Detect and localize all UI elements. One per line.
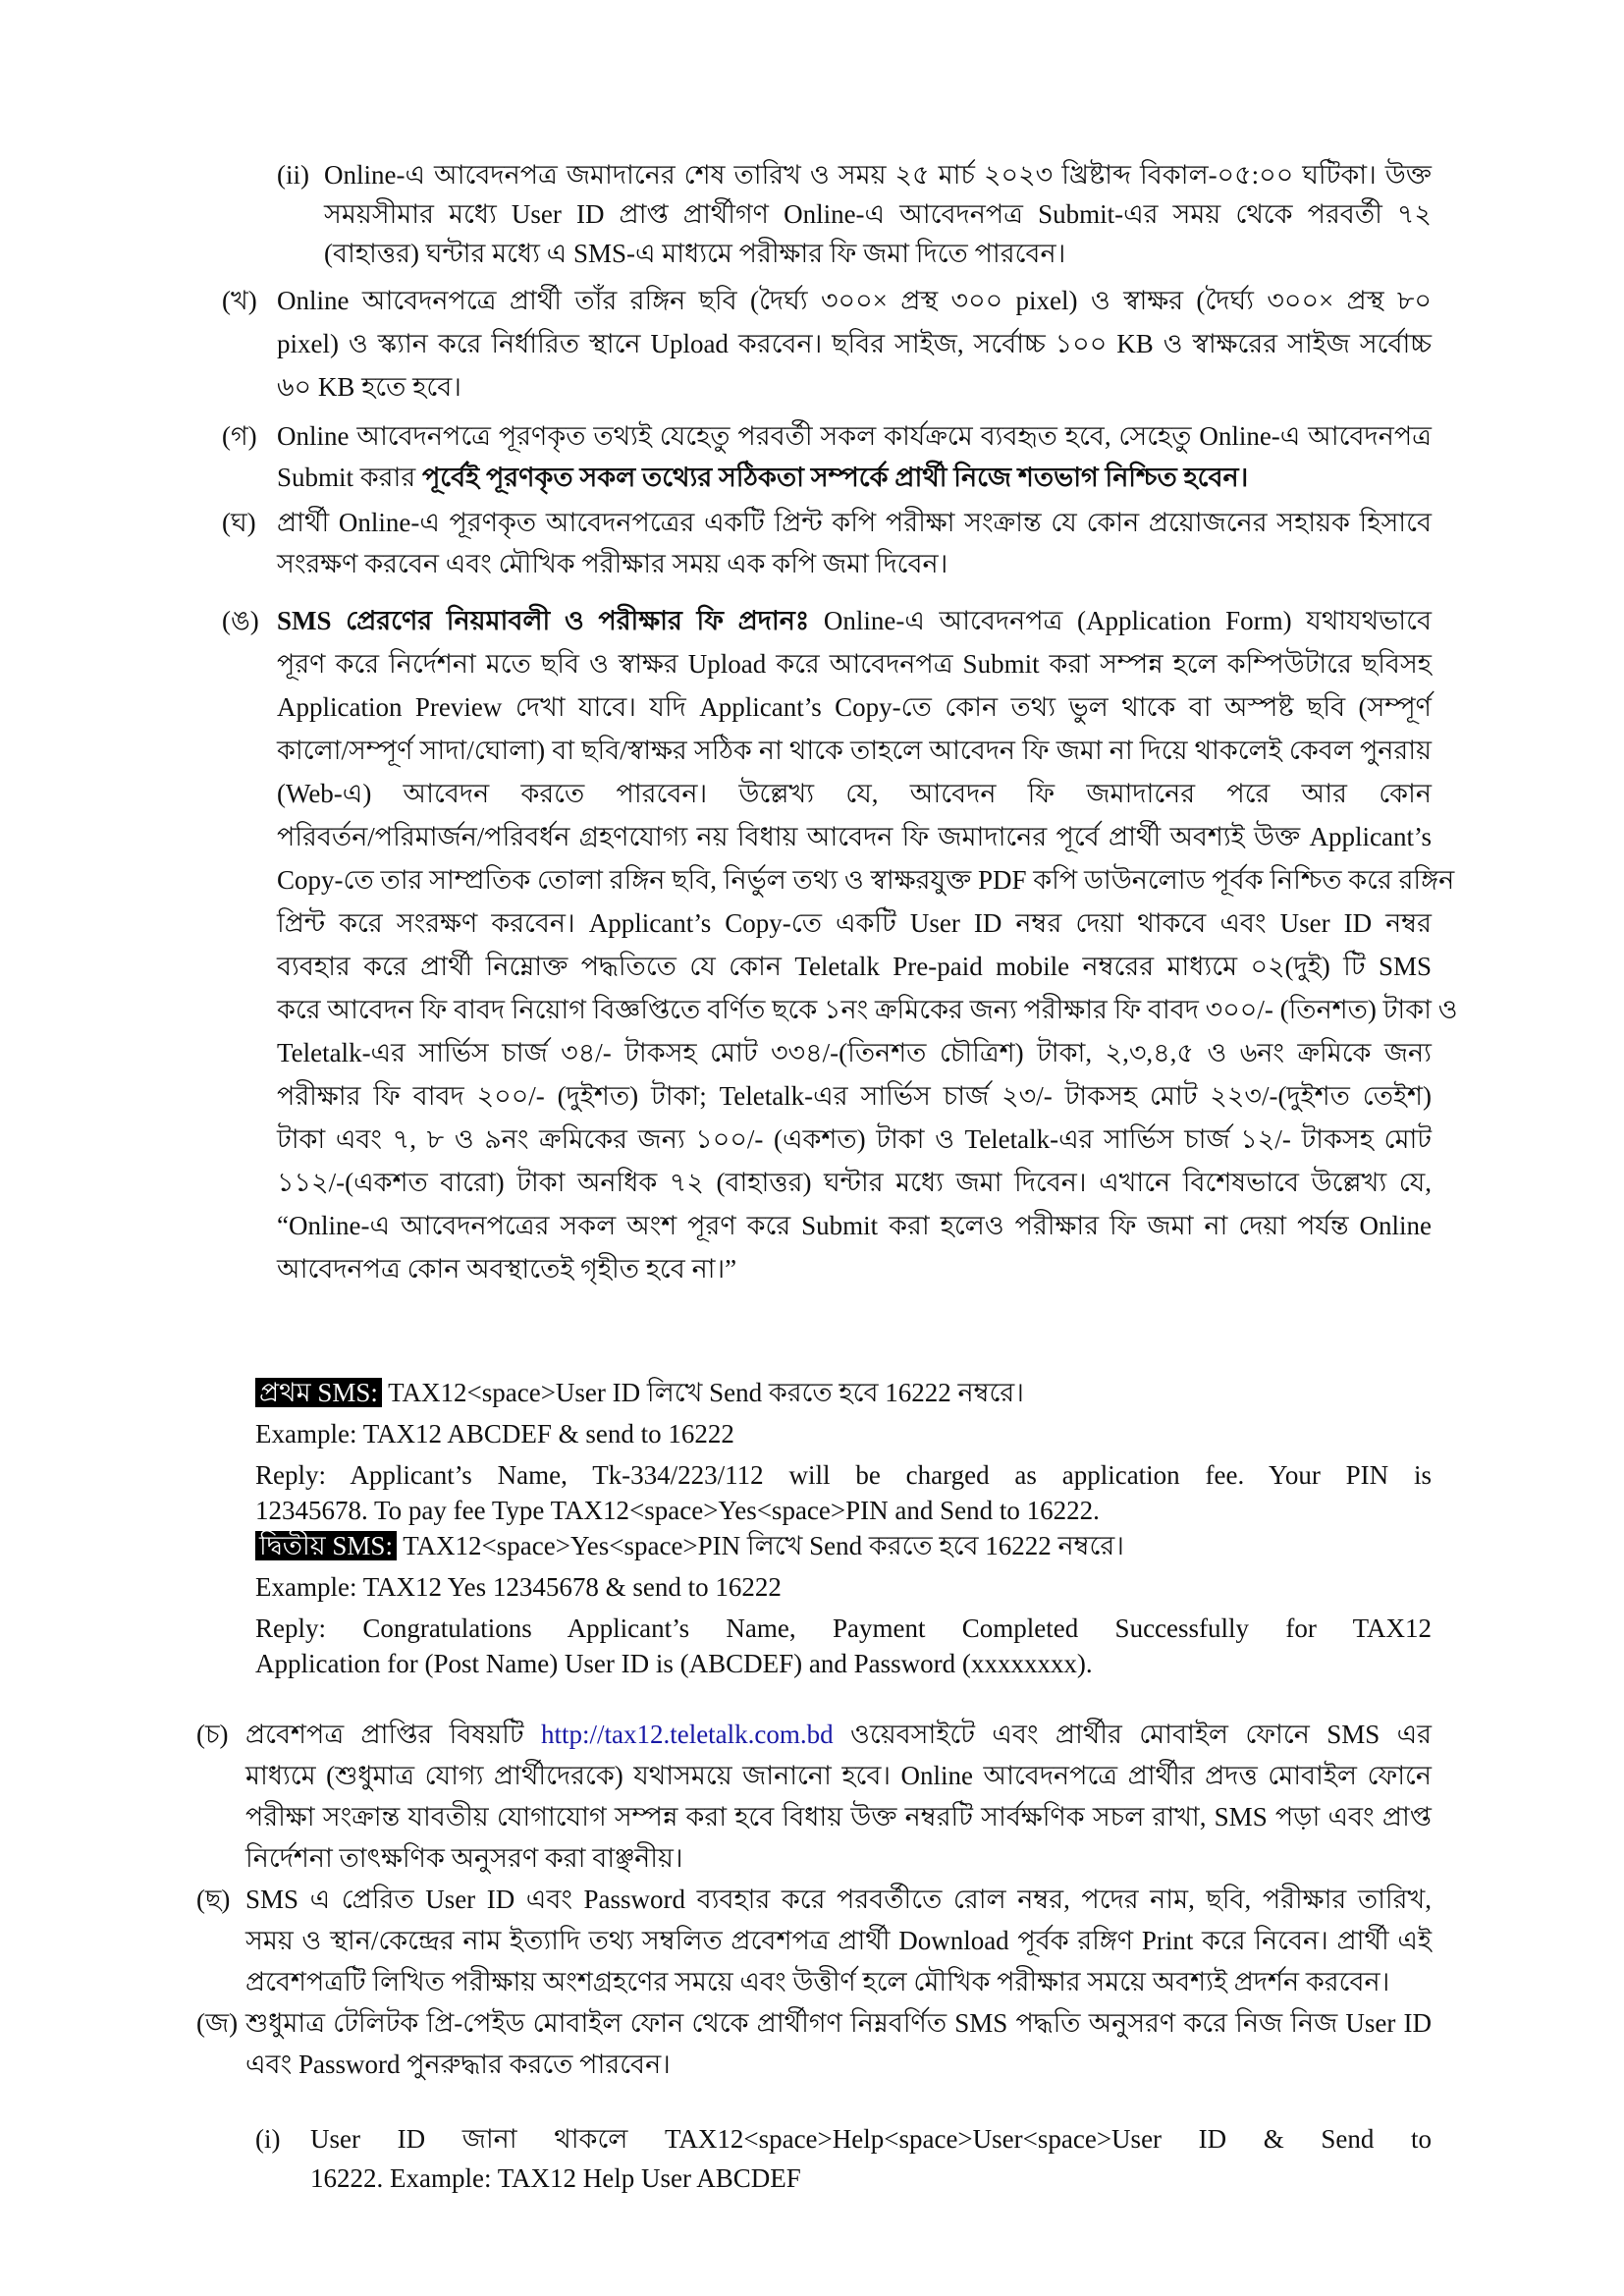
item-ja-label: (জ) [196, 2008, 239, 2038]
item-ja-line-1: শুধুমাত্র টেলিটক প্রি-পেইড মোবাইল ফোন থেকে প্রার্থীগণ নিম্নবর্ণিত SMS পদ্ধতি অনুসরণ করে নিজ নিজ User ID [245, 2008, 1432, 2038]
item-cha-label: (চ) [196, 1720, 229, 1749]
item-cha-line-1 [245, 1715, 1432, 1754]
item-uma-line-5: (Web-এ) আবেদন করতে পারবেন। উল্লেখ্য যে, আবেদন ফি জমাদানের পরে আর কোন [277, 779, 1432, 808]
item-cha-line-1-post: ওয়েবসাইটে এবং প্রার্থীর মোবাইল ফোনে SMS এর [833, 1720, 1432, 1749]
item-ga-label: (গ) [222, 421, 257, 451]
first-sms-instruction: TAX12<space>User ID লিখে Send করতে হবে 16222 নম্বরে। [381, 1378, 1024, 1407]
item-kha-label: (খ) [222, 286, 257, 315]
item-chha-line-1: SMS এ প্রেরিত User ID এবং Password ব্যবহার করে পরবর্তীতে রোল নম্বর, পদের নাম, ছবি, পরীক্ষার তারিখ, [245, 1885, 1432, 1914]
item-ga-line-2-text: Submit করার [277, 463, 422, 492]
first-sms-reply-2: 12345678. To pay fee Type TAX12<space>Yes<space>PIN and Send to 16222. [255, 1496, 1100, 1525]
item-i-line-2: 16222. Example: TAX12 Help User ABCDEF [310, 2163, 801, 2193]
item-ga-line-1: Online আবেদনপত্রে পূরণকৃত তথ্যই যেহেতু পরবর্তী সকল কার্যক্রমে ব্যবহৃত হবে, সেহেতু Online-এ আবেদনপত্র [277, 421, 1432, 451]
item-i-line-1: User ID জানা থাকলে TAX12<space>Help<space>User<space>User ID & Send to [310, 2124, 1432, 2154]
item-ii-line-3: (বাহাত্তর) ঘন্টার মধ্যে এ SMS-এ মাধ্যমে পরীক্ষার ফি জমা দিতে পারবেন। [324, 239, 1066, 268]
item-kha-line-1: Online আবেদনপত্রে প্রার্থী তাঁর রঙ্গিন ছবি (দৈর্ঘ্য ৩০০× প্রস্থ ৩০০ pixel) ও স্বাক্ষর (দৈর্ঘ্য ৩০০× প্রস্থ ৮০ [277, 286, 1432, 315]
item-uma-line-11: Teletalk-এর সার্ভিস চার্জ ৩৪/- টাকসহ মোট ৩৩৪/-(তিনশত চৌত্রিশ) টাকা, ২,৩,৪,৫ ও ৬নং ক্রমিকে জন্য [277, 1038, 1432, 1067]
item-gha-line-2: সংরক্ষণ করবেন এবং মৌখিক পরীক্ষার সময় এক কপি জমা দিবেন। [277, 549, 948, 578]
item-cha-line-4: নির্দেশনা তাৎক্ষণিক অনুসরণ করা বাঞ্ছনীয়। [245, 1843, 683, 1873]
item-uma-line-8: প্রিন্ট করে সংরক্ষণ করবেন। Applicant’s Copy-তে একটি User ID নম্বর দেয়া থাকবে এবং User ID নম্বর [277, 908, 1432, 938]
item-uma-line-6: পরিবর্তন/পরিমার্জন/পরিবর্ধন গ্রহণযোগ্য নয় বিধায় আবেদন ফি জমাদানের পূর্বে প্রার্থী অবশ্যই উক্ত Applicant’s [277, 822, 1432, 851]
item-ii-line-2: সময়সীমার মধ্যে User ID প্রাপ্ত প্রার্থীগণ Online-এ আবেদনপত্র Submit-এর সময় থেকে পরবর্তী ৭২ [324, 199, 1432, 229]
item-uma-line-9: ব্যবহার করে প্রার্থী নিম্নোক্ত পদ্ধতিতে যে কোন Teletalk Pre-paid mobile নম্বরের মাধ্যমে ০২(দুই) টি SMS [277, 952, 1432, 981]
second-sms-instruction: TAX12<space>Yes<space>PIN লিখে Send করতে হবে 16222 নম্বরে। [396, 1531, 1124, 1560]
item-i-label: (i) [255, 2124, 281, 2154]
item-uma-line-2: পূরণ করে নির্দেশনা মতে ছবি ও স্বাক্ষর Upload করে আবেদনপত্র Submit করা সম্পন্ন হলে কম্পিউটারে ছবিসহ [277, 649, 1432, 679]
item-ii-label: (ii) [277, 160, 309, 190]
item-uma-line-14: ১১২/-(একশত বারো) টাকা অনধিক ৭২ (বাহাত্তর) ঘন্টার মধ্যে জমা দিবেন। এখানে বিশেষভাবে উল্লেখ্য যে, [277, 1168, 1432, 1197]
second-sms-reply-1: Reply: Congratulations Applicant’s Name, Payment Completed Successfully for TAX12 [255, 1613, 1432, 1643]
second-sms-label: দ্বিতীয় SMS: [255, 1531, 397, 1560]
item-ii-line-1: Online-এ আবেদনপত্র জমাদানের শেষ তারিখ ও সময় ২৫ মার্চ ২০২৩ খ্রিষ্টাব্দ বিকাল-০৫:০০ ঘটিকা। উক্ত [324, 160, 1432, 190]
item-uma-line-3: Application Preview দেখা যাবে। যদি Applicant’s Copy-তে কোন তথ্য ভুল থাকে বা অস্পষ্ট ছবি (সম্পূর্ণ [277, 692, 1432, 722]
first-sms-label: প্রথম SMS: [255, 1378, 382, 1407]
item-chha-line-2: সময় ও স্থান/কেন্দ্রের নাম ইত্যাদি তথ্য সম্বলিত প্রবেশপত্র প্রার্থী Download পূর্বক রঙ্গিণ Print করে নিবেন। প্রার্থী এই [245, 1926, 1432, 1955]
item-kha-line-2: pixel) ও স্ক্যান করে নির্ধারিত স্থানে Upload করবেন। ছবির সাইজ, সর্বোচ্চ ১০০ KB ও স্বাক্ষরের সাইজ সর্বোচ্চ [277, 329, 1432, 358]
second-sms-line [255, 1526, 1124, 1565]
sms-rules-heading: SMS প্রেরণের নিয়মাবলী ও পরীক্ষার ফি প্রদানঃ [277, 606, 810, 635]
item-uma-line-13: টাকা এবং ৭, ৮ ও ৯নং ক্রমিকের জন্য ১০০/- (একশত) টাকা ও Teletalk-এর সার্ভিস চার্জ ১২/- টাকসহ মোট [277, 1124, 1432, 1154]
item-uma-line-7: Copy-তে তার সাম্প্রতিক তোলা রঙ্গিন ছবি, নির্ভুল তথ্য ও স্বাক্ষরযুক্ত PDF কপি ডাউনলোড পূর্বক নিশ্চিত করে রঙ্গিন [277, 865, 1455, 895]
item-uma-line-1-text: Online-এ আবেদনপত্র (Application Form) যথাযথভাবে [809, 606, 1432, 635]
first-sms-reply-1: Reply: Applicant’s Name, Tk-334/223/112 will be charged as application fee. Your PIN is [255, 1460, 1432, 1490]
first-sms-line [255, 1373, 1024, 1412]
item-uma-line-1 [277, 601, 1432, 640]
item-chha-line-3: প্রবেশপত্রটি লিখিত পরীক্ষায় অংশগ্রহণের সময়ে এবং উত্তীর্ণ হলে মৌখিক পরীক্ষার সময়ে অবশ্যই প্রদর্শন করবেন। [245, 1967, 1390, 1996]
item-gha-line-1: প্রার্থী Online-এ পূরণকৃত আবেদনপত্রের একটি প্রিন্ট কপি পরীক্ষা সংক্রান্ত যে কোন প্রয়োজনের সহায়ক হিসাবে [277, 508, 1432, 537]
item-chha-label: (ছ) [196, 1885, 231, 1914]
item-uma-line-12: পরীক্ষার ফি বাবদ ২০০/- (দুইশত) টাকা; Teletalk-এর সার্ভিস চার্জ ২৩/- টাকসহ মোট ২২৩/-(দুইশত তেইশ) [277, 1081, 1432, 1111]
item-kha-line-3: ৬০ KB হতে হবে। [277, 372, 461, 402]
item-cha-line-3: পরীক্ষা সংক্রান্ত যাবতীয় যোগাযোগ সম্পন্ন করা হবে বিধায় উক্ত নম্বরটি সার্বক্ষণিক সচল রাখা, SMS পড়া এবং প্রাপ্ত [245, 1802, 1432, 1831]
item-cha-line-1-pre: প্রবেশপত্র প্রাপ্তির বিষয়টি [245, 1720, 541, 1749]
item-gha-label: (ঘ) [222, 508, 256, 537]
item-cha-line-2: মাধ্যমে (শুধুমাত্র যোগ্য প্রার্থীদেরকে) যথাসময়ে জানানো হবে। Online আবেদনপত্রে প্রার্থীর প্রদত্ত মোবাইল ফোনে [245, 1761, 1432, 1790]
first-sms-example: Example: TAX12 ABCDEF & send to 16222 [255, 1419, 734, 1449]
item-ga-line-2-emphasis: পূর্বেই পূরণকৃত সকল তথ্যের সঠিকতা সম্পর্কে প্রার্থী নিজে শতভাগ নিশ্চিত হবেন। [421, 463, 1249, 492]
item-ga-line-2 [277, 458, 1248, 497]
teletalk-website-link[interactable]: http://tax12.teletalk.com.bd [540, 1720, 834, 1749]
item-uma-line-15: “Online-এ আবেদনপত্রের সকল অংশ পূরণ করে Submit করা হলেও পরীক্ষার ফি জমা না দেয়া পর্যন্ত Online [277, 1211, 1432, 1240]
item-ja-line-2: এবং Password পুনরুদ্ধার করতে পারবেন। [245, 2050, 671, 2079]
item-uma-line-16: আবেদনপত্র কোন অবস্থাতেই গৃহীত হবে না।” [277, 1254, 737, 1284]
second-sms-reply-2: Application for (Post Name) User ID is (ABCDEF) and Password (xxxxxxxx). [255, 1649, 1093, 1678]
item-uma-line-10: করে আবেদন ফি বাবদ নিয়োগ বিজ্ঞপ্তিতে বর্ণিত ছকে ১নং ক্রমিকের জন্য পরীক্ষার ফি বাবদ ৩০০/- (তিনশত) টাকা ও [277, 995, 1458, 1024]
item-uma-label: (ঙ) [222, 606, 259, 635]
item-uma-line-4: কালো/সম্পূর্ণ সাদা/ঘোলা) বা ছবি/স্বাক্ষর সঠিক না থাকে তাহলে আবেদন ফি জমা না দিয়ে থাকলেই কেবল পুনরায় [277, 736, 1432, 765]
second-sms-example: Example: TAX12 Yes 12345678 & send to 16222 [255, 1572, 782, 1602]
